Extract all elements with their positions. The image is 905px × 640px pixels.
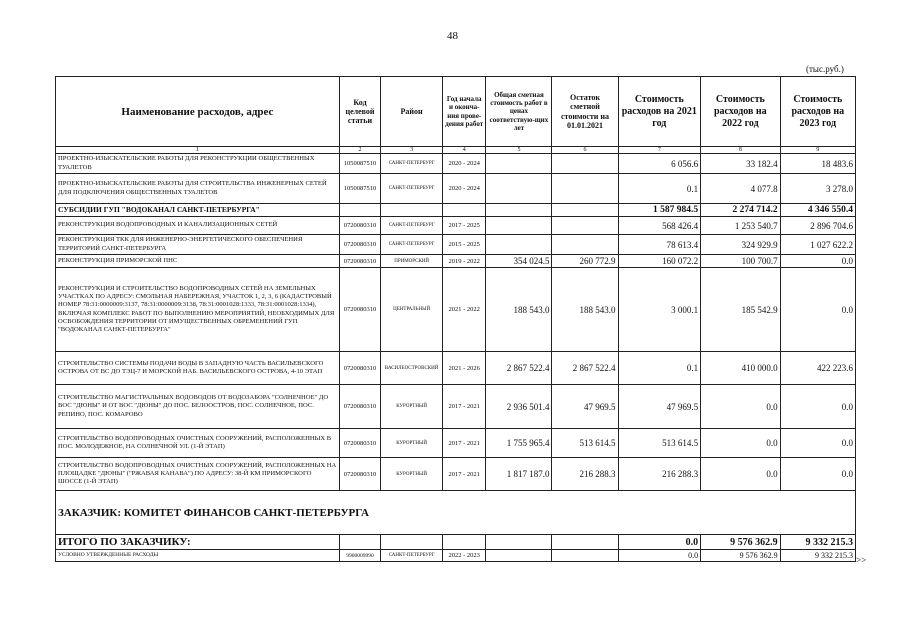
empty-cell [486,550,552,562]
row-years: 2017 - 2021 [443,385,486,429]
row-code: 0720080310 [339,385,380,429]
row-total: 354 024.5 [486,255,552,268]
empty-cell [552,550,618,562]
row-2022: 0.0 [701,429,780,458]
empty-cell [381,535,443,550]
total-2021: 0.0 [618,535,701,550]
row-years: 2020 - 2024 [443,174,486,204]
row-name: УСЛОВНО УТВЕРЖДЕННЫЕ РАСХОДЫ [56,550,340,562]
row-name: РЕКОНСТРУКЦИЯ ПРИМОРСКОЙ ПНС [56,255,340,268]
row-name: РЕКОНСТРУКЦИЯ ТКК ДЛЯ ИНЖЕНЕРНО-ЭНЕРГЕТИЧЕСКОГО ОБЕСПЕЧЕНИЯ ТЕРРИТОРИЙ САНКТ-ПЕТЕРБУРГА [56,235,340,255]
row-years: 2022 - 2023 [443,550,486,562]
row-2023: 18 483.6 [780,154,855,174]
row-years: 2015 - 2025 [443,235,486,255]
row-name: ПРОЕКТНО-ИЗЫСКАТЕЛЬСКИЕ РАБОТЫ ДЛЯ РЕКОНСТРУКЦИИ ОБЩЕСТВЕННЫХ ТУАЛЕТОВ [56,154,340,174]
header-name: Наименование расходов, адрес [56,77,340,147]
subsidy-name: СУБСИДИИ ГУП "ВОДОКАНАЛ САНКТ-ПЕТЕРБУРГА" [56,204,340,217]
row-total [486,174,552,204]
column-number: 1 [56,147,340,154]
row-2023: 0.0 [780,255,855,268]
table-row [56,255,856,268]
row-code: 0720080310 [339,255,380,268]
row-remainder [552,154,618,174]
row-district: САНКТ-ПЕТЕРБУРГ [381,217,443,235]
row-district: ПРИМОРСКИЙ [381,255,443,268]
row-district: САНКТ-ПЕТЕРБУРГ [381,550,443,562]
budget-table [55,76,856,562]
row-name: РЕКОНСТРУКЦИЯ И СТРОИТЕЛЬСТВО ВОДОПРОВОДНЫХ СЕТЕЙ НА ЗЕМЕЛЬНЫХ УЧАСТКАХ ПО АДРЕСУ: СМОЛЬНАЯ НАБЕРЕЖНАЯ, УЧАСТОК 1, 2, 3, 6 (КАДАСТРОВЫЙ НОМЕР 78:31:0000009:3137, 78:31:0000009:3138, 78:31:0001028:1333, 78:31:0001028:1334), ВКЛЮЧАЯ КОМПЛЕКС РАБОТ ПО ВЫПОЛНЕНИЮ МЕРОПРИЯТИЙ, НЕОБХОДИМЫХ ДЛЯ ОСВОБОЖДЕНИЯ ТЕРРИТОРИИ ОТ ИМУЩЕСТВЕННЫХ ОБРЕМЕНЕНИЙ ГУП "ВОДОКАНАЛ САНКТ-ПЕТЕРБУРГА" [56,268,340,352]
row-remainder: 47 969.5 [552,385,618,429]
empty-cell [552,535,618,550]
empty-cell [486,535,552,550]
row-2021: 47 969.5 [618,385,701,429]
row-total [486,217,552,235]
row-2022: 0.0 [701,385,780,429]
row-years: 2021 - 2022 [443,268,486,352]
row-total: 1 755 965.4 [486,429,552,458]
row-remainder: 513 614.5 [552,429,618,458]
empty-cell [339,535,380,550]
row-name: СТРОИТЕЛЬСТВО СИСТЕМЫ ПОДАЧИ ВОДЫ В ЗАПАДНУЮ ЧАСТЬ ВАСИЛЬЕВСКОГО ОСТРОВА ОТ ВС ДО ТЭЦ-7 И МОРСКОЙ НАБ. ВАСИЛЬЕВСКОГО ОСТРОВА, 4-10 ЭТАП [56,352,340,385]
table-row [56,458,856,491]
header-code: Код целевой статьи [339,77,380,147]
total-label: ИТОГО ПО ЗАКАЗЧИКУ: [56,535,340,550]
total-2022: 9 576 362.9 [701,535,780,550]
empty-cell [339,204,380,217]
row-district: САНКТ-ПЕТЕРБУРГ [381,154,443,174]
page-number: 48 [447,30,458,42]
row-code: 0720080310 [339,429,380,458]
row-2021: 0.1 [618,174,701,204]
row-years: 2019 - 2022 [443,255,486,268]
subsidy-row [56,204,856,217]
table-row [56,154,856,174]
row-total: 2 867 522.4 [486,352,552,385]
row-2023: 0.0 [780,268,855,352]
table-row [56,352,856,385]
row-remainder: 216 288.3 [552,458,618,491]
continue-mark: >> [856,555,867,565]
empty-cell [381,204,443,217]
column-number: 7 [618,147,701,154]
column-number: 9 [780,147,855,154]
row-code: 0720080310 [339,268,380,352]
table-row [56,429,856,458]
row-2023: 2 896 704.6 [780,217,855,235]
row-2021: 160 072.2 [618,255,701,268]
row-years: 2021 - 2026 [443,352,486,385]
header-cost-2021: Стоимость расходов на 2021 год [618,77,701,147]
row-district: КУРОРТНЫЙ [381,385,443,429]
row-remainder: 188 543.0 [552,268,618,352]
row-2022: 100 700.7 [701,255,780,268]
row-2023: 0.0 [780,429,855,458]
column-number: 6 [552,147,618,154]
row-2022: 410 000.0 [701,352,780,385]
row-years: 2017 - 2021 [443,458,486,491]
row-total [486,154,552,174]
subsidy-2022: 2 274 714.2 [701,204,780,217]
row-2022: 0.0 [701,458,780,491]
row-total: 2 936 501.4 [486,385,552,429]
row-district: КУРОРТНЫЙ [381,429,443,458]
row-2022: 185 542.9 [701,268,780,352]
table-row [56,385,856,429]
row-name: ПРОЕКТНО-ИЗЫСКАТЕЛЬСКИЕ РАБОТЫ ДЛЯ СТРОИТЕЛЬСТВА ИНЖЕНЕРНЫХ СЕТЕЙ ДЛЯ ПОДКЛЮЧЕНИЯ ОБЩЕСТВЕННЫХ ТУАЛЕТОВ [56,174,340,204]
row-2023: 0.0 [780,458,855,491]
row-2021: 6 056.6 [618,154,701,174]
table-row [56,217,856,235]
table-row [56,174,856,204]
row-remainder [552,174,618,204]
total-2023: 9 332 215.3 [780,535,855,550]
row-name: РЕКОНСТРУКЦИЯ ВОДОПРОВОДНЫХ И КАНАЛИЗАЦИОННЫХ СЕТЕЙ [56,217,340,235]
row-remainder: 260 772.9 [552,255,618,268]
row-2021: 0.1 [618,352,701,385]
row-2023: 0.0 [780,385,855,429]
table-row [56,550,856,562]
header-district: Район [381,77,443,147]
empty-cell [552,204,618,217]
row-code: 0720080310 [339,235,380,255]
row-district: КУРОРТНЫЙ [381,458,443,491]
row-remainder: 2 867 522.4 [552,352,618,385]
row-2022: 324 929.9 [701,235,780,255]
row-2023: 3 278.0 [780,174,855,204]
row-2021: 78 613.4 [618,235,701,255]
row-code: 0720080310 [339,217,380,235]
column-number-row [56,147,856,154]
row-2022: 1 253 540.7 [701,217,780,235]
table-row [56,268,856,352]
row-district: ЦЕНТРАЛЬНЫЙ [381,268,443,352]
column-number: 3 [381,147,443,154]
row-2022: 33 182.4 [701,154,780,174]
customer-row [56,491,856,535]
column-number: 2 [339,147,380,154]
row-years: 2017 - 2021 [443,429,486,458]
row-2021: 513 614.5 [618,429,701,458]
header-cost-2022: Стоимость расходов на 2022 год [701,77,780,147]
row-2023: 422 223.6 [780,352,855,385]
row-name: СТРОИТЕЛЬСТВО МАГИСТРАЛЬНЫХ ВОДОВОДОВ ОТ ВОДОЗАБОРА "СОЛНЕЧНОЕ" ДО ВОС "ДЮНЫ" И ОТ ВОС "ДЮНЫ" ДО ПОС. БЕЛООСТРОВ, ПОС. СОЛНЕЧНОЕ, ПОС. РЕПИНО, ПОС. КОМАРОВО [56,385,340,429]
row-name: СТРОИТЕЛЬСТВО ВОДОПРОВОДНЫХ ОЧИСТНЫХ СООРУЖЕНИЙ, РАСПОЛОЖЕННЫХ В ПОС. МОЛОДЕЖНОЕ, НА СОЛНЕЧНОЙ УЛ. (1-Й ЭТАП) [56,429,340,458]
row-2021: 568 426.4 [618,217,701,235]
header-cost-2023: Стоимость расходов на 2023 год [780,77,855,147]
row-district: ВАСИЛЕОСТРОВСКИЙ [381,352,443,385]
column-number: 5 [486,147,552,154]
row-years: 2020 - 2024 [443,154,486,174]
row-years: 2017 - 2025 [443,217,486,235]
row-total: 1 817 187.0 [486,458,552,491]
total-row [56,535,856,550]
row-2023: 1 027 622.2 [780,235,855,255]
empty-cell [443,535,486,550]
empty-cell [486,204,552,217]
header-remainder: Остаток сметной стоимости на 01.01.2021 [552,77,618,147]
header-total-cost: Общая сметная стоимость работ в ценах соответствую-щих лет [486,77,552,147]
row-remainder [552,217,618,235]
row-2023: 9 332 215.3 [780,550,855,562]
subsidy-2021: 1 587 984.5 [618,204,701,217]
row-2021: 216 288.3 [618,458,701,491]
row-2022: 9 576 362.9 [701,550,780,562]
table-row [56,235,856,255]
row-2021: 0.0 [618,550,701,562]
row-total [486,235,552,255]
row-code: 0720080310 [339,458,380,491]
row-district: САНКТ-ПЕТЕРБУРГ [381,174,443,204]
column-number: 8 [701,147,780,154]
row-code: 1050087510 [339,154,380,174]
row-district: САНКТ-ПЕТЕРБУРГ [381,235,443,255]
row-remainder [552,235,618,255]
row-name: СТРОИТЕЛЬСТВО ВОДОПРОВОДНЫХ ОЧИСТНЫХ СООРУЖЕНИЙ, РАСПОЛОЖЕННЫХ НА ПЛОЩАДКЕ "ДЮНЫ" ("РЖАВАЯ КАНАВА") ПО АДРЕСУ: 38-Й КМ ПРИМОРСКОГО ШОССЕ (1-Й ЭТАП) [56,458,340,491]
column-number: 4 [443,147,486,154]
empty-cell [443,204,486,217]
customer-title: ЗАКАЗЧИК: КОМИТЕТ ФИНАНСОВ САНКТ-ПЕТЕРБУРГА [56,491,856,535]
units-label: (тыс.руб.) [806,64,844,74]
row-2022: 4 077.8 [701,174,780,204]
row-2021: 3 000.1 [618,268,701,352]
row-code: 9900009990 [339,550,380,562]
subsidy-2023: 4 346 550.4 [780,204,855,217]
header-years: Год начала и оконча-ния прове-дения работ [443,77,486,147]
header-row [56,77,856,147]
row-code: 0720080310 [339,352,380,385]
row-code: 1050087510 [339,174,380,204]
row-total: 188 543.0 [486,268,552,352]
